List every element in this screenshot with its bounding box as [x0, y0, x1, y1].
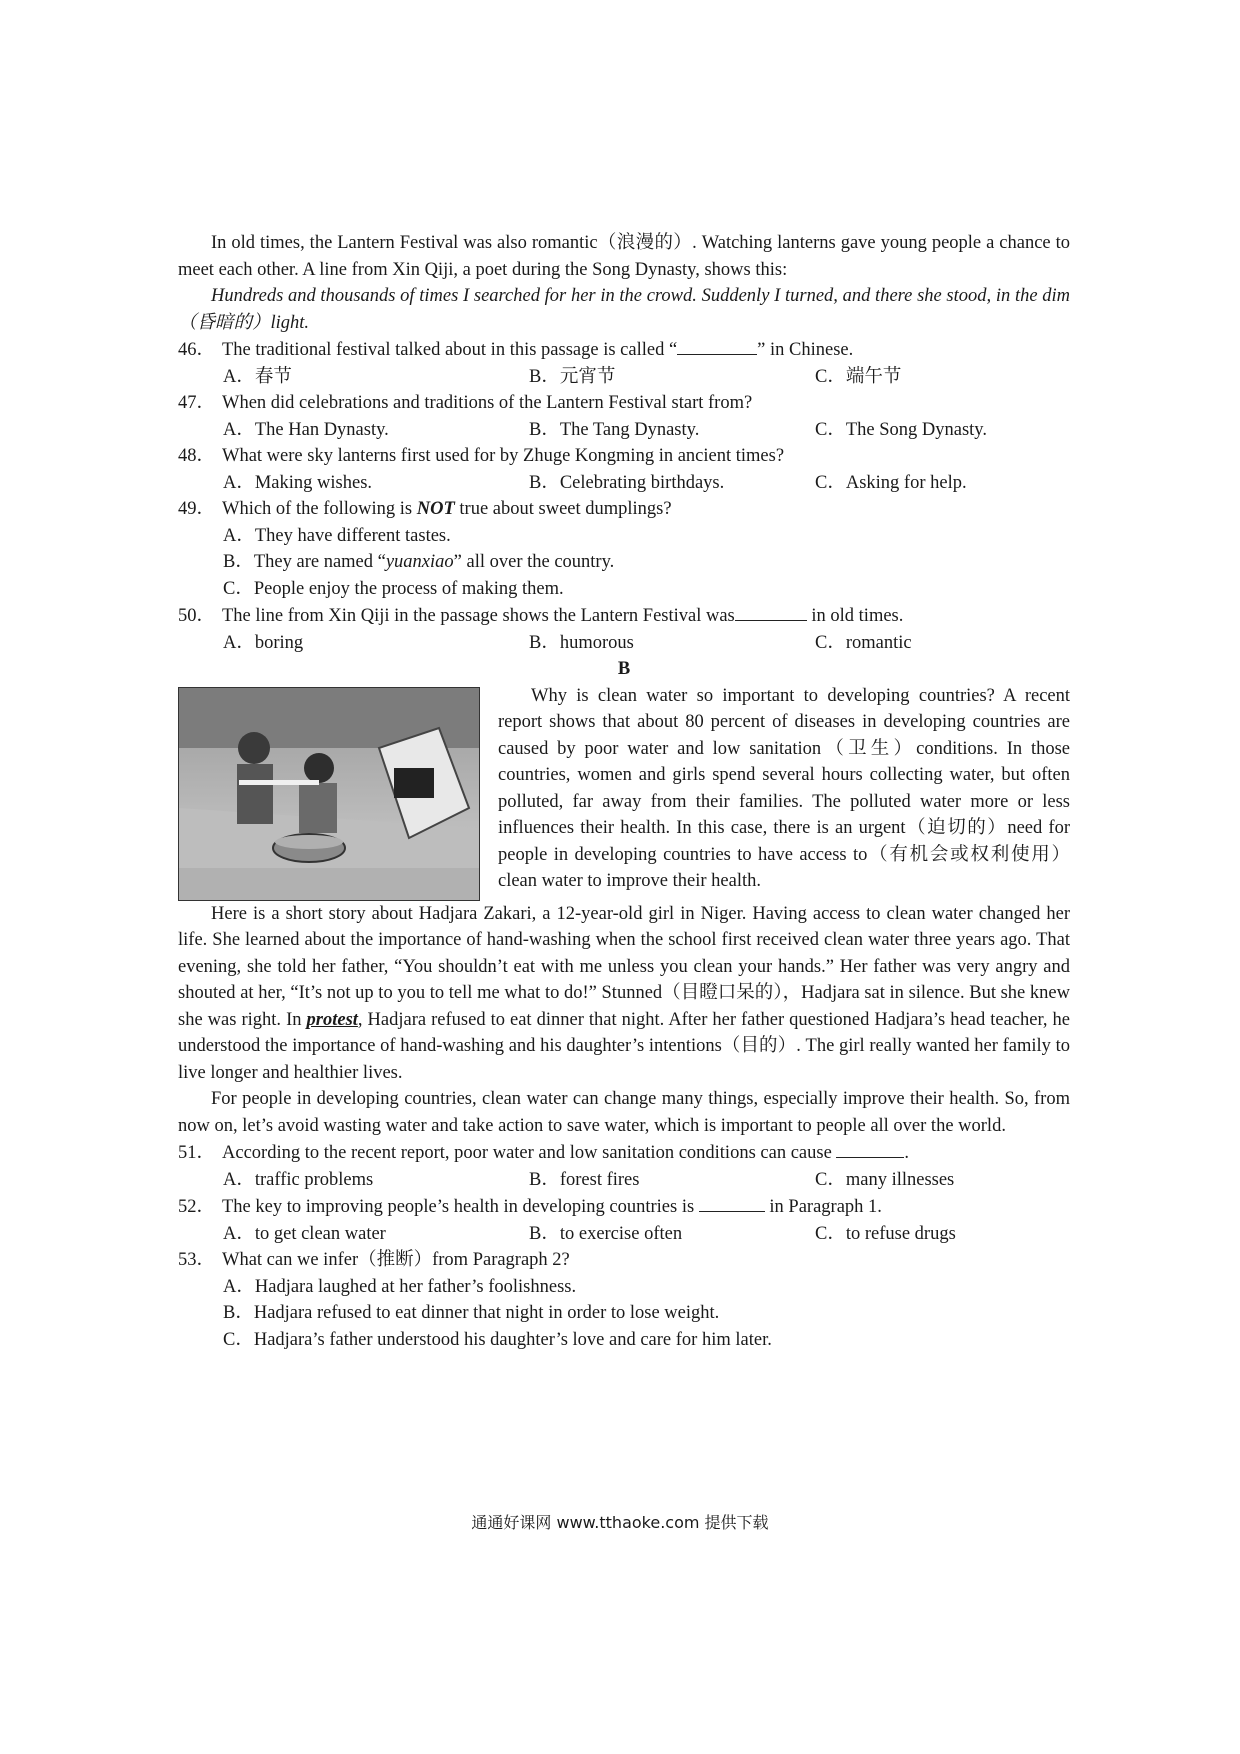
option-label: B．	[223, 552, 254, 572]
options-48	[178, 470, 1070, 497]
option-label: C．	[223, 578, 254, 599]
option-a[interactable]	[178, 523, 1070, 550]
emphasis-not: NOT	[416, 499, 455, 519]
options-51	[178, 1167, 1070, 1194]
option-a[interactable]: A．boring	[223, 632, 304, 653]
question-text: When did celebrations and traditions of the Lantern Festival start from?	[222, 393, 753, 413]
option-text-end: ” all over the country.	[453, 552, 615, 572]
option-text: Hadjara refused to eat dinner that night in order to lose weight.	[253, 1303, 720, 1323]
answer-blank	[836, 1139, 904, 1158]
option-b[interactable]: B．The Tang Dynasty.	[529, 419, 700, 440]
exam-page	[178, 230, 1070, 1353]
option-text: They have different tastes.	[254, 525, 451, 546]
option-text: They are named “	[253, 552, 386, 572]
poem-quote: Hundreds and thousands of times I searched for her in the crowd. Suddenly I turned, and there she stood, in the dim（昏暗的）light.	[178, 286, 1070, 333]
passage-b-paragraph-3: For people in developing countries, clean water can change many things, especially improve their health. So, from now on, let’s avoid wasting water and take action to save water, which is important to people all over the world.	[178, 1089, 1070, 1136]
paragraph-text: Here is a short story about Hadjara Zakari, a 12-year-old girl in Niger. Having access to clean water changed her life. She learned about the importance of hand-washing when the school first received clean water three years ago. That evening, she told her father, “You shouldn’t eat with me unless you clean your hands.” Her father was very angry and shouted at her, “It’s not up to you to tell me what to do!” Stunned（目瞪口呆的），Hadjara sat in silence. But she knew she was right. In	[178, 903, 1070, 1030]
question-46	[178, 336, 1070, 364]
question-text-end: .	[904, 1143, 910, 1163]
answer-blank	[699, 1193, 765, 1212]
option-label: A．	[223, 525, 255, 546]
passage-b-paragraph-1: Why is clean water so important to developing countries? A recent report shows that about 80 percent of diseases in developing countries are caused by poor water and low sanitation（卫生）conditions. In those countries, women and girls spend several hours collecting water, but often polluted, far away from their families. The polluted water more or less influences their health. In this case, there is an urgent（迫切的）need for people in developing countries to have access to（有机会或权利使用）clean water to improve their health.	[498, 685, 1070, 891]
question-number: 53．	[178, 1250, 216, 1270]
question-text: What were sky lanterns first used for by Zhuge Kongming in ancient times?	[222, 446, 785, 466]
option-a[interactable]: A．The Han Dynasty.	[223, 419, 389, 440]
paragraph-text-end: , Hadjara refused to eat dinner that night. After her father questioned Hadjara’s head teacher, he understood the importance of hand-washing and his daughter’s intentions（目的）. The girl really wanted her family to live longer and healthier lives.	[178, 1009, 1070, 1083]
option-label: A．	[223, 1276, 255, 1297]
options-46	[178, 364, 1070, 391]
options-52	[178, 1221, 1070, 1248]
option-italic: yuanxiao	[385, 552, 454, 572]
option-text: People enjoy the process of making them.	[253, 578, 564, 599]
option-a[interactable]: A．traffic problems	[223, 1169, 374, 1190]
question-47	[178, 390, 1070, 417]
photo-children-water	[178, 687, 480, 901]
option-b[interactable]: B．元宵节	[529, 366, 616, 387]
option-c[interactable]: C．many illnesses	[815, 1169, 955, 1190]
question-number: 50．	[178, 606, 216, 626]
option-label: C．	[223, 1329, 254, 1350]
section-b-heading: B	[617, 659, 631, 679]
option-b[interactable]: B．forest fires	[529, 1169, 640, 1190]
option-c[interactable]	[178, 1327, 1070, 1354]
question-50	[178, 602, 1070, 630]
question-text-end: in old times.	[806, 606, 904, 626]
option-c[interactable]	[178, 576, 1070, 603]
question-number: 51．	[178, 1143, 216, 1163]
question-text: What can we infer（推断）from Paragraph 2?	[222, 1250, 570, 1270]
question-number: 46．	[178, 340, 216, 360]
question-53	[178, 1247, 1070, 1274]
question-text-end: ” in Chinese.	[757, 340, 854, 360]
question-text-end: true about sweet dumplings?	[454, 499, 672, 519]
option-c[interactable]: C．Asking for help.	[815, 472, 967, 493]
question-text: The traditional festival talked about in this passage is called “	[222, 340, 678, 360]
passage-a-paragraph: In old times, the Lantern Festival was also romantic（浪漫的）. Watching lanterns gave young people a chance to meet each other. A line from Xin Qiji, a poet during the Song Dynasty, shows this:	[178, 233, 1070, 280]
option-a[interactable]: A．春节	[223, 366, 292, 387]
answer-blank	[735, 602, 807, 621]
underlined-word-protest: protest	[306, 1009, 358, 1030]
question-text-end: in Paragraph 1.	[764, 1197, 882, 1217]
question-text: The key to improving people’s health in developing countries is	[222, 1197, 699, 1217]
question-text: The line from Xin Qiji in the passage shows the Lantern Festival was	[222, 606, 735, 626]
question-number: 52．	[178, 1197, 216, 1217]
answer-blank	[677, 336, 757, 355]
question-number: 48．	[178, 446, 216, 466]
option-a[interactable]: A．to get clean water	[223, 1223, 386, 1244]
children-photo-image	[178, 687, 480, 901]
option-text: Hadjara laughed at her father’s foolishness.	[254, 1276, 577, 1297]
footer-source: 通通好课网 www.tthaoke.com 提供下载	[471, 1513, 769, 1532]
option-a[interactable]: A．Making wishes.	[223, 472, 373, 493]
question-49	[178, 496, 1070, 523]
option-b[interactable]: B．humorous	[529, 632, 634, 653]
option-c[interactable]: C．romantic	[815, 632, 912, 653]
question-48	[178, 443, 1070, 470]
option-b[interactable]	[178, 549, 1070, 576]
option-c[interactable]: C．The Song Dynasty.	[815, 419, 987, 440]
option-c[interactable]: C．to refuse drugs	[815, 1223, 956, 1244]
question-51	[178, 1139, 1070, 1167]
option-b[interactable]: B．to exercise often	[529, 1223, 683, 1244]
option-b[interactable]: B．Celebrating birthdays.	[529, 472, 725, 493]
option-label: B．	[223, 1303, 254, 1323]
option-text: Hadjara’s father understood his daughter’s love and care for him later.	[253, 1329, 772, 1350]
option-c[interactable]: C．端午节	[815, 366, 902, 387]
question-text: According to the recent report, poor water and low sanitation conditions can cause	[222, 1143, 837, 1163]
options-47	[178, 417, 1070, 444]
question-number: 49．	[178, 499, 216, 519]
question-number: 47．	[178, 393, 216, 413]
option-b[interactable]	[178, 1300, 1070, 1327]
options-50	[178, 630, 1070, 657]
question-text: Which of the following is	[222, 499, 417, 519]
passage-b-paragraph-2	[178, 901, 1070, 1087]
option-a[interactable]	[178, 1274, 1070, 1301]
question-52	[178, 1193, 1070, 1221]
